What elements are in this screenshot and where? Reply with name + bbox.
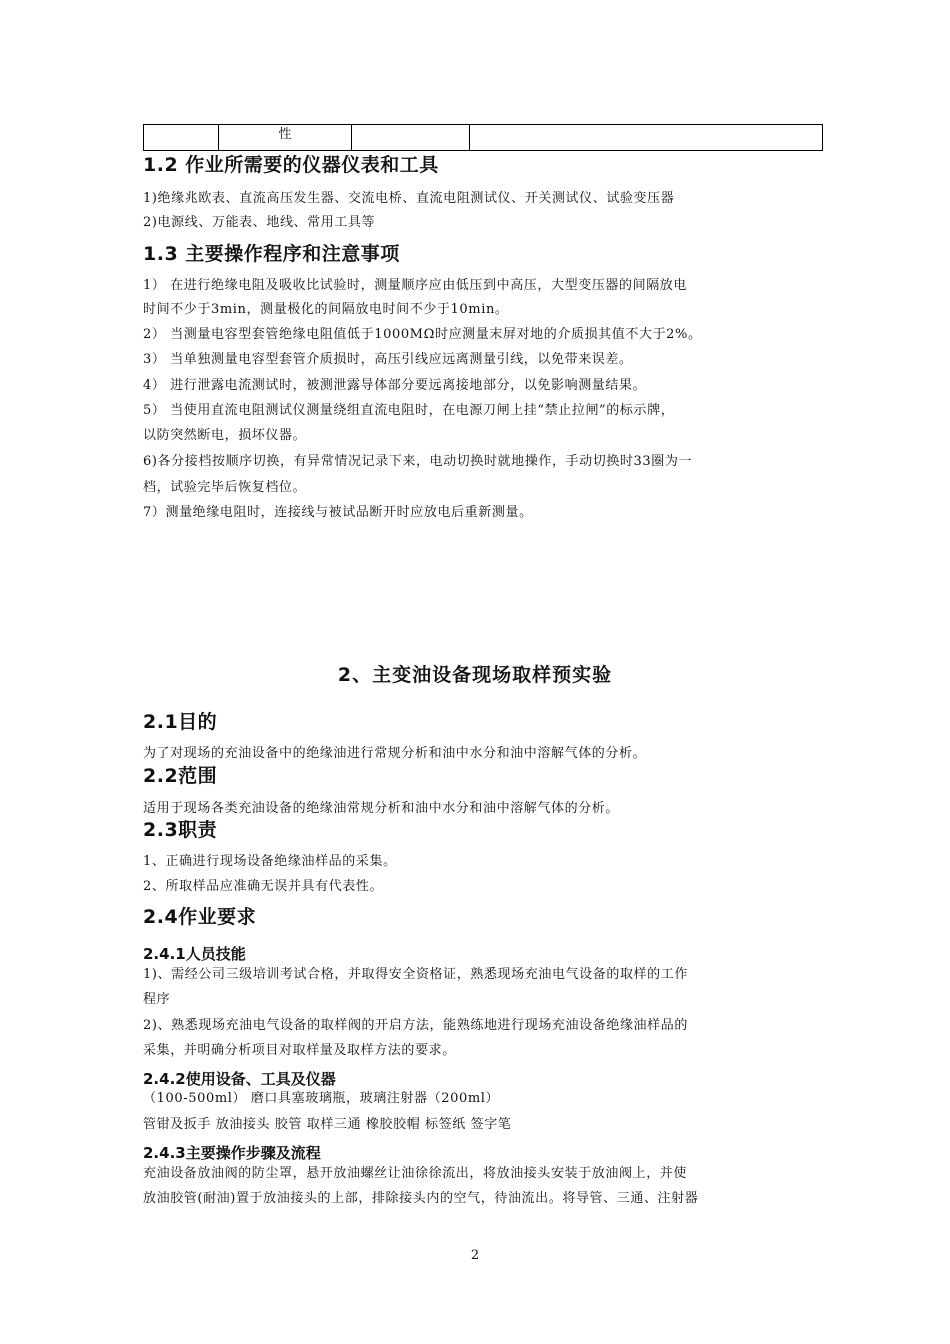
page-number: 2 [470,1248,480,1263]
table-cell: 性 [219,125,352,150]
heading-2-4: 2.4作业要求 [143,906,257,928]
heading-2-4-3: 2.4.3主要操作步骤及流程 [143,1144,321,1162]
table-cell [144,125,219,150]
paragraph-line: 3） 当单独测量电容型套管介质损时，高压引线应远离测量引线，以免带来误差。 [143,352,633,367]
paragraph-line: 管钳及扳手 放油接头 胶管 取样三通 橡胶胶帽 标签纸 签字笔 [143,1117,512,1132]
paragraph-line: 采集，并明确分析项目对取样量及取样方法的要求。 [143,1043,456,1058]
heading-2-4-2: 2.4.2使用设备、工具及仪器 [143,1070,336,1088]
paragraph-line: 1、正确进行现场设备绝缘油样品的采集。 [143,854,397,869]
paragraph-line: 档，试验完毕后恢复档位。 [143,480,307,495]
paragraph-line: 2） 当测量电容型套管绝缘电阻值低于1000MΩ时应测量末屏对地的介质损其值不大于2%。 [143,327,702,342]
paragraph-line: 时间不少于3min，测量极化的间隔放电时间不少于10min。 [143,302,509,317]
paragraph-line: 为了对现场的充油设备中的绝缘油进行常规分析和油中水分和油中溶解气体的分析。 [143,746,647,761]
heading-1-3: 1.3 主要操作程序和注意事项 [143,243,400,265]
paragraph-line: 7）测量绝缘电阻时，连接线与被试品断开时应放电后重新测量。 [143,505,533,520]
table-fragment [143,124,823,151]
table-cell [470,125,822,150]
paragraph-line: 放油胶管(耐油)置于放油接头的上部，排除接头内的空气，待油流出。将导管、三通、注射器 [143,1191,699,1206]
paragraph-line: 6)各分接档按顺序切换，有异常情况记录下来，电动切换时就地操作，手动切换时33圈为一 [143,454,693,469]
paragraph-line: 充油设备放油阀的防尘罩，悬开放油螺丝让油徐徐流出，将放油接头安装于放油阀上，并使 [143,1166,688,1181]
paragraph-line: 2)电源线、万能表、地线、常用工具等 [143,215,376,230]
paragraph-line: 2)、熟悉现场充油电气设备的取样阀的开启方法，能熟练地进行现场充油设备绝缘油样品的 [143,1018,688,1033]
section-2-title: 2、主变油设备现场取样预实验 [337,664,613,686]
paragraph-line: 5） 当使用直流电阻测试仪测量绕组直流电阻时，在电源刀闸上挂“禁止拉闸”的标示牌， [143,403,675,418]
paragraph-line: 2、所取样品应准确无误并具有代表性。 [143,879,384,894]
paragraph-line: 以防突然断电，损坏仪器。 [143,428,307,443]
paragraph-line: （100-500ml） 磨口具塞玻璃瓶，玻璃注射器（200ml） [143,1091,500,1106]
heading-2-4-1: 2.4.1人员技能 [143,945,246,963]
paragraph-line: 1)、需经公司三级培训考试合格，并取得安全资格证，熟悉现场充油电气设备的取样的工作 [143,967,688,982]
paragraph-line: 1)绝缘兆欧表、直流高压发生器、交流电桥、直流电阻测试仪、开关测试仪、试验变压器 [143,191,675,206]
heading-2-2: 2.2范围 [143,765,218,787]
paragraph-line: 4） 进行泄露电流测试时，被测泄露导体部分要远离接地部分，以免影响测量结果。 [143,378,647,393]
table-cell [352,125,470,150]
heading-1-2: 1.2 作业所需要的仪器仪表和工具 [143,154,439,176]
paragraph-line: 程序 [143,992,171,1007]
paragraph-line: 适用于现场各类充油设备的绝缘油常规分析和油中水分和油中溶解气体的分析。 [143,801,620,816]
paragraph-line: 1） 在进行绝缘电阻及吸收比试验时，测量顺序应由低压到中高压，大型变压器的间隔放电 [143,278,688,293]
heading-2-3: 2.3职责 [143,819,218,841]
heading-2-1: 2.1目的 [143,711,218,733]
